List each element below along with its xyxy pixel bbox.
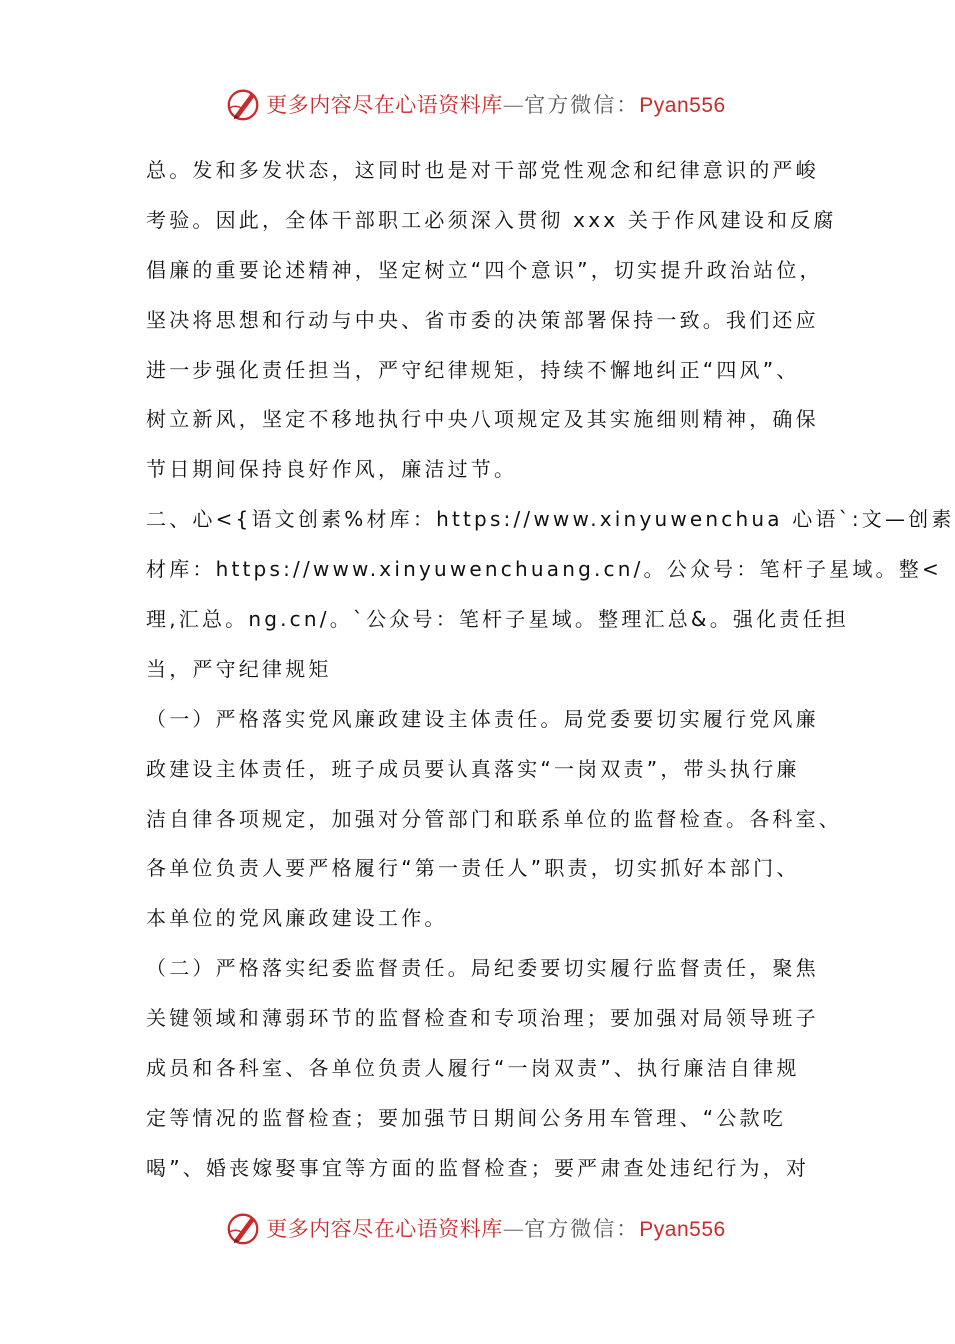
banner-wechat-label: 官方微信：	[524, 93, 640, 117]
banner-dash: —	[502, 93, 525, 117]
banner-wechat-id: Pyan556	[639, 94, 726, 117]
body-line: 坚决将思想和行动与中央、省市委的决策部署保持一致。我们还应	[146, 307, 819, 332]
banner-dash: —	[502, 1217, 525, 1241]
body-line: 树立新风，坚定不移地执行中央八项规定及其实施细则精神，确保	[146, 407, 819, 432]
body-line: 洁自律各项规定，加强对分管部门和联系单位的监督检查。各科室、	[146, 806, 842, 831]
pen-logo-icon	[224, 1209, 262, 1247]
body-line: 政建设主体责任，班子成员要认真落实“一岗双责”，带头执行廉	[146, 756, 800, 781]
header-banner	[0, 84, 950, 124]
body-line: 总。发和多发状态，这同时也是对干部党性观念和纪律意识的严峻	[146, 158, 819, 182]
subsection-line: （二）严格落实纪委监督责任。局纪委要切实履行监督责任，聚焦	[146, 956, 819, 981]
body-line: 本单位的党风廉政建设工作。	[146, 906, 448, 931]
document-body	[146, 146, 955, 1194]
body-line: 当，严守纪律规矩	[146, 656, 332, 681]
footer-banner	[0, 1208, 950, 1248]
banner-wechat-label: 官方微信：	[524, 1217, 640, 1241]
section-heading-line: 二、心<{语文创素%材库：https://www.xinyuwenchua 心语`:文—创素	[146, 507, 955, 532]
body-line: 考验。因此，全体干部职工必须深入贯彻 xxx 关于作风建设和反腐	[146, 207, 837, 232]
subsection-line: （一）严格落实党风廉政建设主体责任。局党委要切实履行党风廉	[146, 706, 819, 731]
body-line: 各单位负责人要严格履行“第一责任人”职责，切实抓好本部门、	[146, 856, 800, 881]
banner-title: 更多内容尽在心语资料库	[266, 93, 503, 117]
body-line: 定等情况的监督检查；要加强节日期间公务用车管理、“公款吃	[146, 1105, 786, 1130]
body-line: 进一步强化责任担当，严守纪律规矩，持续不懈地纠正“四风”、	[146, 357, 800, 382]
banner-title: 更多内容尽在心语资料库	[266, 1217, 503, 1241]
body-line: 倡廉的重要论述精神，坚定树立“四个意识”，切实提升政治站位，	[146, 257, 823, 282]
banner-wechat-id: Pyan556	[639, 1218, 726, 1241]
body-line: 节日期间保持良好作风，廉洁过节。	[146, 457, 518, 482]
pen-logo-icon	[224, 85, 262, 123]
body-line: 材库：https://www.xinyuwenchuang.cn/。公众号：笔杆子星域。整<	[146, 557, 942, 582]
body-line: 喝”、婚丧嫁娶事宜等方面的监督检查；要严肃查处违纪行为，对	[146, 1155, 810, 1180]
body-line: 成员和各科室、各单位负责人履行“一岗双责”、执行廉洁自律规	[146, 1056, 800, 1081]
body-line: 理,汇总。ng.cn/。`公众号：笔杆子星域。整理汇总&。强化责任担	[146, 607, 849, 632]
body-line: 关键领域和薄弱环节的监督检查和专项治理；要加强对局领导班子	[146, 1006, 819, 1031]
